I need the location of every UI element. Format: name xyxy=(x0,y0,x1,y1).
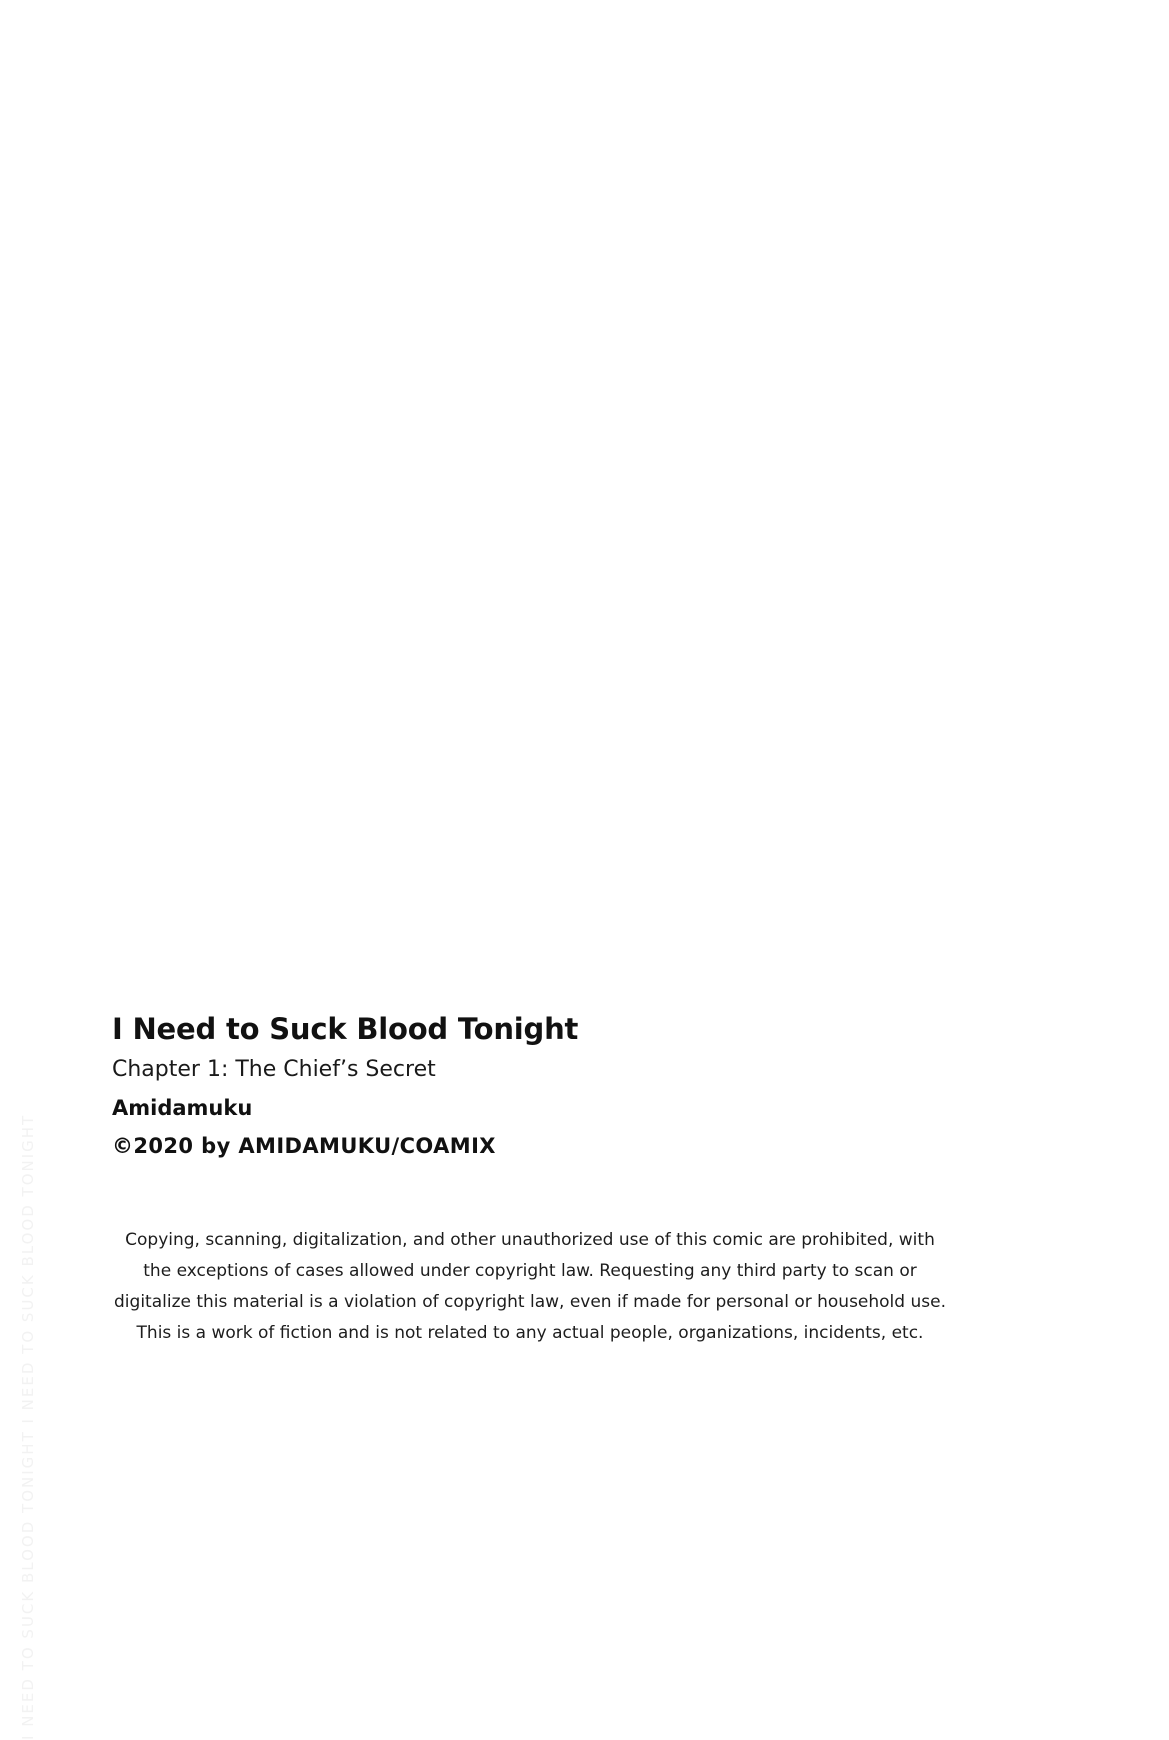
author-name: Amidamuku xyxy=(112,1096,253,1120)
page-title: I Need to Suck Blood Tonight xyxy=(112,1012,579,1046)
page-watermark: I NEED TO SUCK BLOOD TONIGHT I NEED TO SUCK BLOOD TONIGHT xyxy=(19,1113,37,1740)
chapter-subtitle: Chapter 1: The Chief’s Secret xyxy=(112,1057,436,1082)
colophon-block xyxy=(112,1012,1062,1158)
copyright-line: ©2020 by AMIDAMUKU/COAMIX xyxy=(112,1134,496,1158)
legal-notice: Copying, scanning, digitalization, and other unauthorized use of this comic are prohibited, with the exceptions of cases allowed under copyright law. Requesting any third party to scan or digitalize this material is a violation of copyright law, even if made for personal or household use. This is a work of fiction and is not related to any actual people, organizations, incidents, etc. xyxy=(114,1230,946,1343)
